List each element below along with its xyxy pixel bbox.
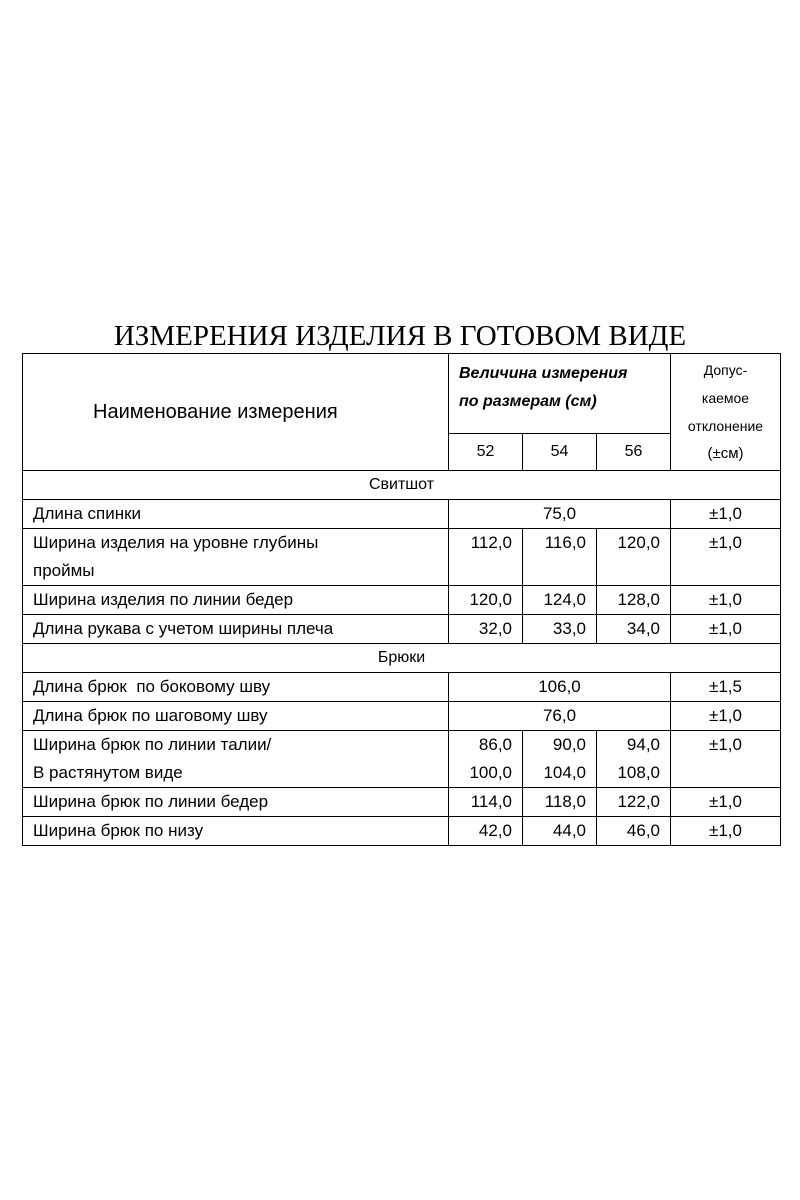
table-row xyxy=(23,529,781,586)
value-54: 116,0 xyxy=(523,529,597,586)
merged-value: 75,0 xyxy=(449,500,671,529)
value-52: 32,0 xyxy=(449,615,523,644)
measurements-table xyxy=(22,353,781,846)
tolerance-header xyxy=(671,354,781,471)
row-label xyxy=(23,731,449,788)
row-label: Ширина брюк по низу xyxy=(23,817,449,846)
table-row xyxy=(23,615,781,644)
table-row xyxy=(23,673,781,702)
value-54: 33,0 xyxy=(523,615,597,644)
tolerance-value: ±1,0 xyxy=(671,500,781,529)
table-row xyxy=(23,731,781,788)
value-52-stretched: 100,0 xyxy=(469,763,512,782)
merged-value: 106,0 xyxy=(449,673,671,702)
tolerance-value: ±1,0 xyxy=(671,586,781,615)
tolerance-line3: отклонение xyxy=(687,418,764,434)
table-row xyxy=(23,817,781,846)
section-row xyxy=(23,471,781,500)
row-label: Длина брюк по боковому шву xyxy=(23,673,449,702)
row-label-line1: Ширина изделия на уровне глубины xyxy=(33,533,319,552)
value-56 xyxy=(597,731,671,788)
tolerance-value: ±1,0 xyxy=(671,788,781,817)
row-label xyxy=(23,529,449,586)
size-group-header xyxy=(449,354,671,434)
value-56-stretched: 108,0 xyxy=(617,763,660,782)
tolerance-value: ±1,0 xyxy=(671,702,781,731)
section-row xyxy=(23,644,781,673)
value-56-waist: 94,0 xyxy=(626,735,660,754)
size-52-header: 52 xyxy=(449,434,523,471)
size-group-line2: по размерам (см) xyxy=(459,393,597,410)
tolerance-line2: каемое xyxy=(701,390,750,406)
measurement-name-header: Наименование измерения xyxy=(23,354,449,471)
tolerance-line1: Допус- xyxy=(703,362,748,378)
value-54: 44,0 xyxy=(523,817,597,846)
value-56: 128,0 xyxy=(597,586,671,615)
tolerance-value: ±1,0 xyxy=(671,731,781,788)
value-54-stretched: 104,0 xyxy=(543,763,586,782)
row-label-line1: Ширина брюк по линии талии/ xyxy=(33,735,272,754)
value-56: 46,0 xyxy=(597,817,671,846)
value-54 xyxy=(523,731,597,788)
tolerance-value: ±1,0 xyxy=(671,615,781,644)
tolerance-value: ±1,0 xyxy=(671,817,781,846)
section-title-trousers: Брюки xyxy=(23,644,781,673)
section-title-sweatshirt: Свитшот xyxy=(23,471,781,500)
table-row xyxy=(23,586,781,615)
row-label: Длина брюк по шаговому шву xyxy=(23,702,449,731)
value-56: 122,0 xyxy=(597,788,671,817)
value-52: 42,0 xyxy=(449,817,523,846)
header-row xyxy=(23,354,781,434)
table-row xyxy=(23,702,781,731)
value-52: 112,0 xyxy=(449,529,523,586)
row-label-line2: В растянутом виде xyxy=(33,763,183,782)
row-label: Длина рукава с учетом ширины плеча xyxy=(23,615,449,644)
table-row xyxy=(23,500,781,529)
table-row xyxy=(23,788,781,817)
value-56: 34,0 xyxy=(597,615,671,644)
value-52 xyxy=(449,731,523,788)
value-54: 118,0 xyxy=(523,788,597,817)
row-label: Ширина брюк по линии бедер xyxy=(23,788,449,817)
value-52: 114,0 xyxy=(449,788,523,817)
size-56-header: 56 xyxy=(597,434,671,471)
value-56: 120,0 xyxy=(597,529,671,586)
size-54-header: 54 xyxy=(523,434,597,471)
tolerance-value: ±1,0 xyxy=(671,529,781,586)
tolerance-value: ±1,5 xyxy=(671,673,781,702)
size-group-line1: Величина измерения xyxy=(459,365,628,382)
tolerance-line4: (±см) xyxy=(707,445,744,462)
row-label: Ширина изделия по линии бедер xyxy=(23,586,449,615)
value-52: 120,0 xyxy=(449,586,523,615)
page-title: ИЗМЕРЕНИЯ ИЗДЕЛИЯ В ГОТОВОМ ВИДЕ xyxy=(113,320,687,352)
value-54-waist: 90,0 xyxy=(552,735,586,754)
value-54: 124,0 xyxy=(523,586,597,615)
value-52-waist: 86,0 xyxy=(478,735,512,754)
row-label: Длина спинки xyxy=(23,500,449,529)
row-label-line2: проймы xyxy=(33,561,95,580)
merged-value: 76,0 xyxy=(449,702,671,731)
